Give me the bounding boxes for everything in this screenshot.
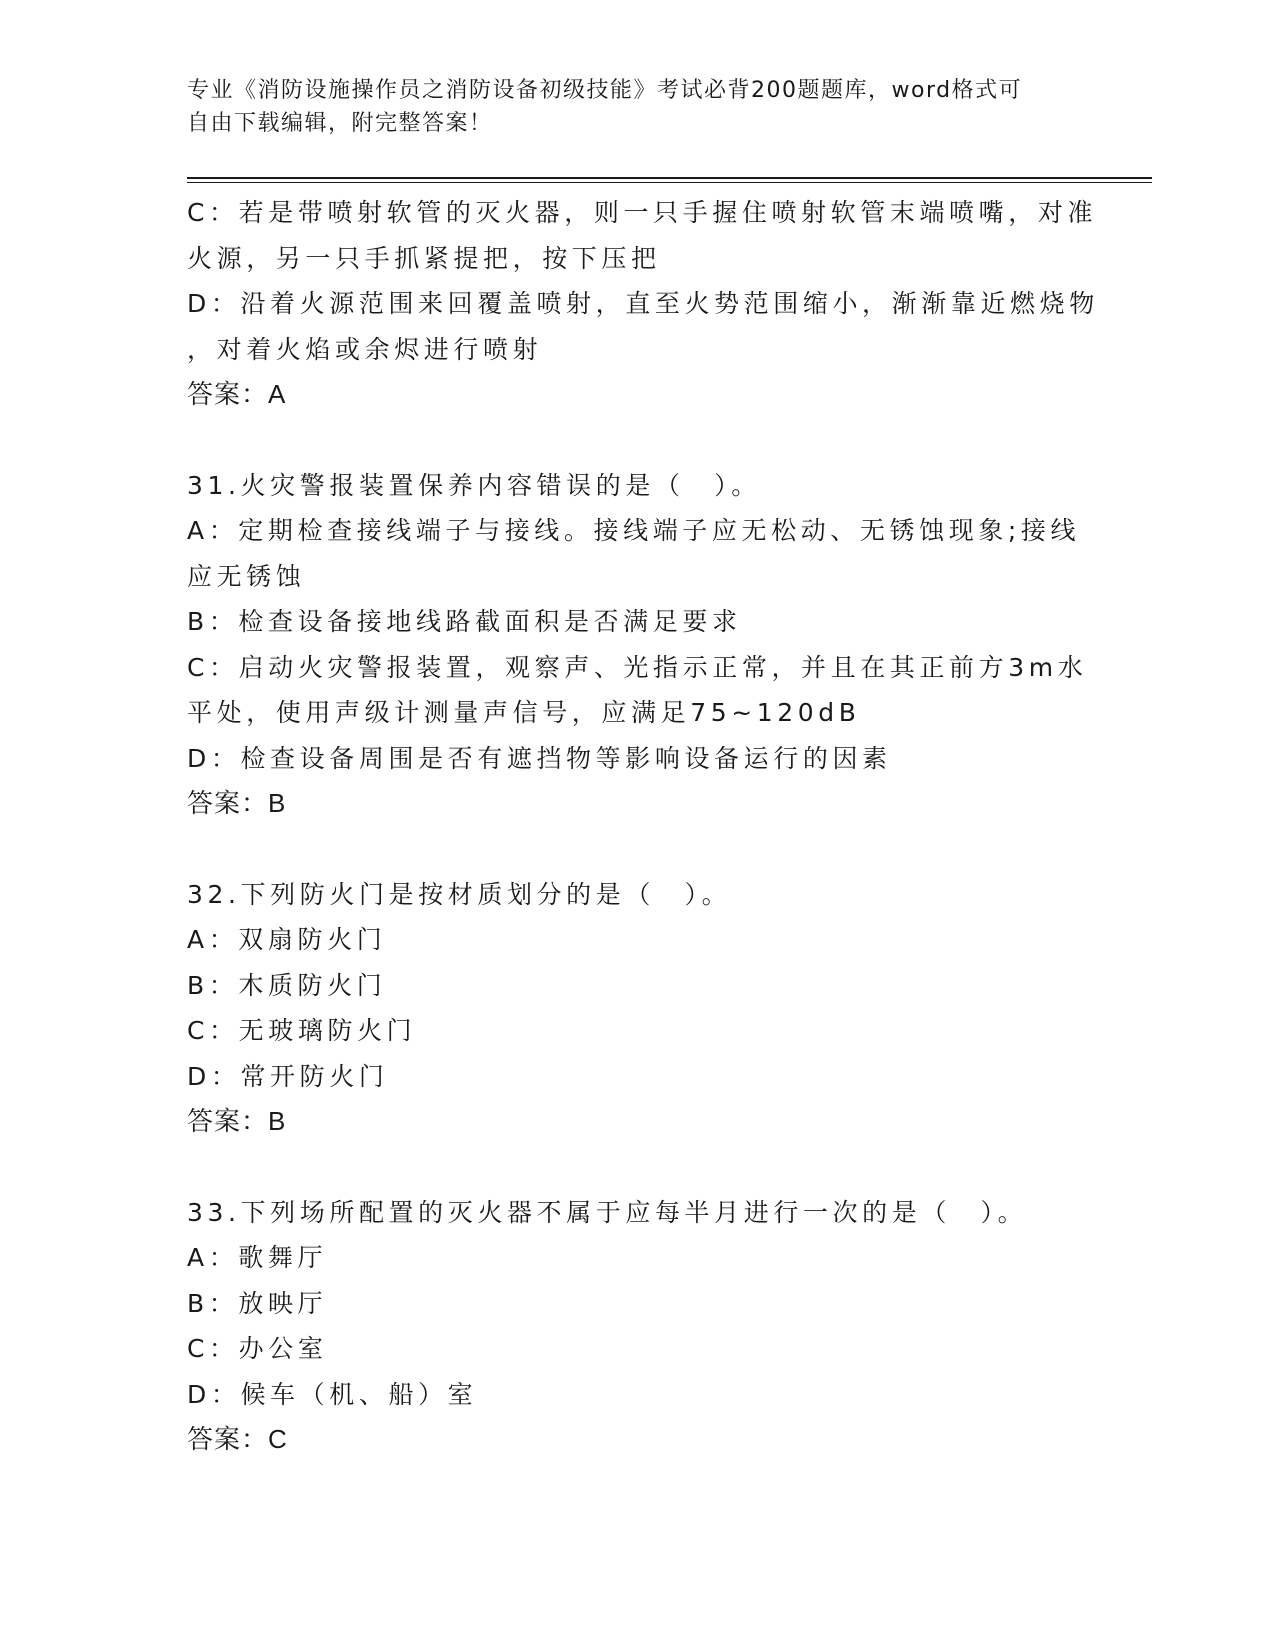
option-a: A：双扇防火门 — [187, 925, 387, 954]
question-content — [187, 190, 1099, 1463]
option-c: C：无玻璃防火门 — [187, 1016, 417, 1045]
option-a-line-1: A：定期检查接线端子与接线。接线端子应无松动、无锈蚀现象;接线 — [187, 516, 1081, 545]
header-line-1: 专业《消防设施操作员之消防设备初级技能》考试必背200题题库，word格式可 — [187, 78, 1023, 103]
spacer — [187, 1145, 1087, 1190]
option-c-line-1: C：启动火灾警报装置，观察声、光指示正常，并且在其正前方3m水 — [187, 652, 1088, 682]
option-a: A：歌舞厅 — [187, 1243, 328, 1272]
option-b: B：检查设备接地线路截面积是否满足要求 — [187, 607, 742, 636]
header-line-2: 自由下载编辑，附完整答案！ — [187, 111, 493, 136]
question-32 — [187, 872, 1087, 1145]
spacer — [187, 418, 1087, 463]
option-d-line-1: D：沿着火源范围来回覆盖喷射，直至火势范围缩小，渐渐靠近燃烧物 — [187, 289, 1099, 318]
question-33-stem: 33.下列场所配置的灭火器不属于应每半月进行一次的是（ ）。 — [187, 1197, 1028, 1227]
answer-32: 答案：B — [187, 1106, 287, 1136]
spacer — [187, 827, 1087, 872]
option-d-line-2: ，对着火焰或余烬进行喷射 — [187, 334, 543, 364]
option-c-line-1: C：若是带喷射软管的灭火器，则一只手握住喷射软管末端喷嘴，对准 — [187, 198, 1098, 227]
question-31-stem: 31.火灾警报装置保养内容错误的是（ ）。 — [187, 470, 761, 500]
answer-33: 答案：C — [187, 1424, 288, 1454]
option-c: C：办公室 — [187, 1334, 328, 1363]
option-c-line-2: 平处，使用声级计测量声信号，应满足75~120dB — [187, 698, 861, 727]
option-b: B：木质防火门 — [187, 970, 387, 1000]
question-31 — [187, 463, 1087, 827]
question-33 — [187, 1190, 1087, 1463]
header-divider — [187, 177, 1152, 183]
option-c-line-2: 火源，另一只手抓紧提把，按下压把 — [187, 243, 661, 273]
answer-31: 答案：B — [187, 788, 287, 818]
option-d: D：候车（机、船）室 — [187, 1379, 478, 1409]
question-32-stem: 32.下列防火门是按材质划分的是（ ）。 — [187, 879, 732, 909]
answer-30: 答案：A — [187, 379, 287, 409]
option-b: B：放映厅 — [187, 1288, 328, 1318]
option-d: D：常开防火门 — [187, 1061, 389, 1091]
question-30-continued — [187, 190, 1099, 418]
option-d: D：检查设备周围是否有遮挡物等影响设备运行的因素 — [187, 743, 892, 773]
option-a-line-2: 应无锈蚀 — [187, 561, 306, 591]
page-header — [187, 74, 1087, 140]
